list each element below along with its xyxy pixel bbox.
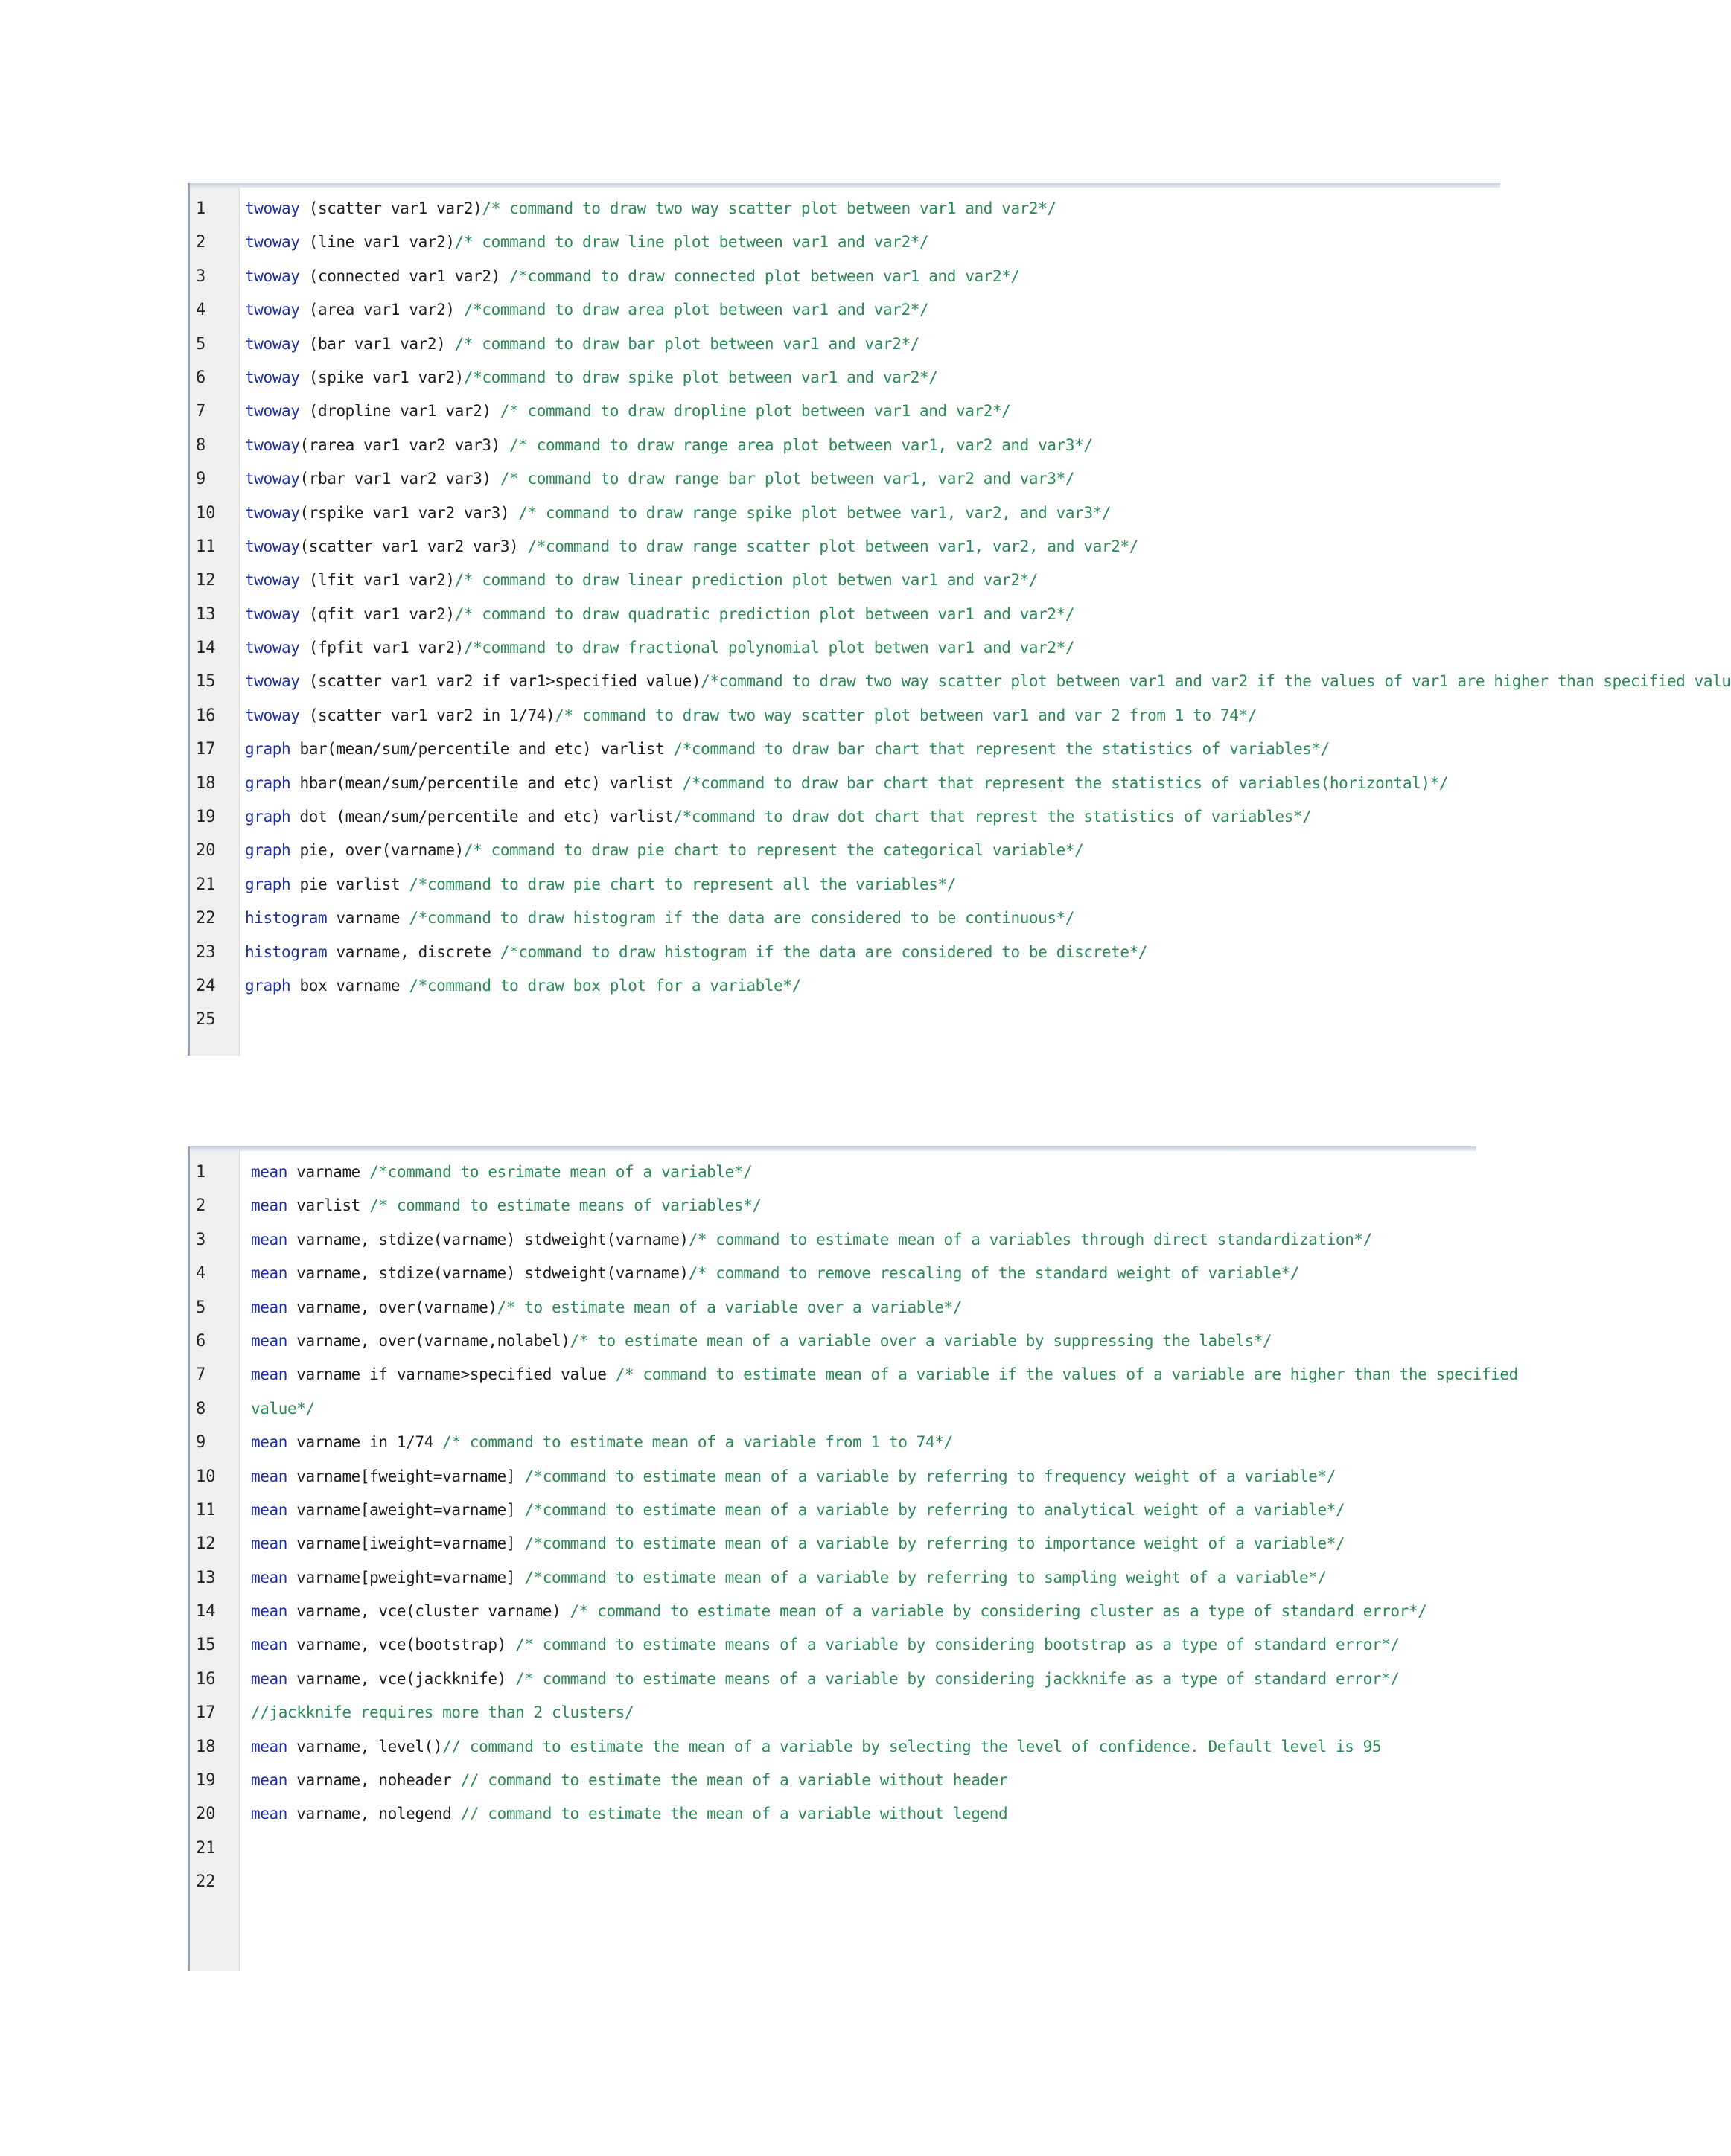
line-number: 5 [196,1298,206,1317]
code-text [251,1392,315,1426]
line-number: 5 [196,334,206,354]
code-comment: /* command to draw line plot between var1 and var2*/ [454,233,929,252]
code-line[interactable] [190,462,1500,496]
code-text [251,1561,1327,1595]
command-keyword: mean [251,1433,287,1452]
code-text [245,462,1074,496]
code-text [251,1189,762,1222]
code-line[interactable] [190,328,1500,361]
command-keyword: twoway [245,200,300,217]
code-comment: /*command to draw pie chart to represent all the variables*/ [409,875,956,893]
code-comment: // command to estimate the mean of a variable without legend [460,1805,1008,1823]
command-arguments: (qfit var1 var2) [299,605,455,623]
code-line[interactable] [190,598,1500,631]
line-number: 15 [196,672,216,692]
command-arguments: (line var1 var2) [299,233,455,252]
code-line[interactable] [190,1155,1476,1189]
command-arguments: varname, nolegend [287,1805,461,1823]
code-comment: /* command to estimate means of a variable by considering jackknife as a type of standard error*/ [515,1669,1400,1688]
command-keyword: twoway [245,605,300,623]
line-number: 6 [196,1331,206,1350]
command-arguments: varname, noheader [287,1771,461,1790]
command-keyword: mean [251,1805,287,1823]
command-arguments: varname, stdize(varname) stdweight(varname) [287,1230,689,1248]
code-comment: /* command to draw two way scatter plot between var1 and var2*/ [482,200,1056,217]
code-line[interactable] [190,1324,1476,1358]
command-arguments: varlist [287,1196,370,1215]
code-line[interactable] [190,429,1500,462]
code-comment: /* command to estimate mean of a variable from 1 to 74*/ [442,1433,953,1452]
code-line[interactable] [190,969,1500,1003]
command-arguments: (bar var1 var2) [299,334,455,353]
code-comment: /*command to draw bar chart that represent the statistics of variables(horizontal)*/ [682,774,1449,792]
command-arguments: (connected var1 var2) [299,267,510,285]
command-arguments: (dropline var1 var2) [299,402,500,421]
code-text [245,699,1257,733]
code-comment: /* command to draw range bar plot between var1, var2 and var3*/ [500,470,1075,488]
line-number: 20 [196,1805,216,1824]
command-keyword: graph [245,808,291,826]
command-keyword: mean [251,1196,287,1215]
command-arguments: varname, level() [287,1737,443,1755]
code-comment: /* command to estimate mean of a variable if the values of a variable are higher than the specified [615,1365,1518,1384]
code-text [245,598,1074,631]
line-number: 24 [196,976,216,995]
code-line[interactable] [190,1730,1476,1764]
code-text [251,1527,1345,1560]
command-arguments: varname [287,1163,370,1181]
code-text [251,1730,1381,1764]
do-file-editor-graphs[interactable] [188,183,1731,1056]
code-line[interactable] [190,1764,1476,1797]
command-arguments: varname[iweight=varname] [287,1534,525,1553]
code-comment: //jackknife requires more than 2 clusters/ [251,1703,634,1722]
command-keyword: mean [251,1163,287,1181]
code-comment: /*command to draw fractional polynomial plot betwen var1 and var2*/ [463,639,1075,657]
code-comment: /*command to estimate mean of a variable by referring to analytical weight of a variable*/ [524,1500,1345,1519]
code-comment: /* command to draw two way scatter plot between var1 and var 2 from 1 to 74*/ [555,706,1257,724]
line-number: 16 [196,706,216,725]
command-arguments: varname, over(varname) [287,1298,497,1316]
code-line[interactable] [190,1797,1476,1831]
line-number: 8 [196,436,206,455]
line-number: 9 [196,1433,206,1452]
command-arguments: (scatter var1 var2 in 1/74) [299,706,555,724]
line-number: 6 [196,368,206,387]
command-arguments: varname, over(varname,nolabel) [287,1331,570,1350]
code-text [251,1764,1007,1797]
code-comment: /* command to estimate means of a variable by considering bootstrap as a type of standard error*/ [515,1636,1400,1654]
command-arguments: (rspike var1 var2 var3) [299,503,519,522]
code-text [245,800,1311,834]
line-number: 13 [196,605,216,624]
line-number: 10 [196,503,216,523]
code-comment: /* command to remove rescaling of the standard weight of variable*/ [688,1264,1299,1283]
code-comment: /*command to draw dot chart that represt the statistics of variables*/ [673,808,1312,826]
code-comment: /*command to draw box plot for a variable*/ [409,976,801,995]
code-comment: /*command to draw spike plot between var1 and var2*/ [463,368,938,386]
command-keyword: twoway [245,233,300,252]
line-number: 13 [196,1568,216,1587]
line-number: 2 [196,233,206,252]
command-arguments: (area var1 var2) [299,301,464,319]
line-number: 17 [196,740,216,759]
line-number: 1 [196,200,206,218]
line-number: 11 [196,1500,216,1519]
code-line[interactable] [190,1426,1476,1459]
command-arguments: (scatter var1 var2) [299,200,482,217]
code-line[interactable] [190,868,1500,902]
command-keyword: twoway [245,639,300,657]
code-comment: /* command to draw bar plot between var1 and var2*/ [454,334,920,353]
command-arguments: pie varlist [290,875,409,893]
code-text [245,260,1020,293]
code-line[interactable] [190,395,1500,428]
command-arguments: varname[aweight=varname] [287,1500,525,1519]
line-number: 19 [196,1771,216,1790]
code-line[interactable] [190,1257,1476,1290]
code-text [251,1460,1336,1493]
code-text [251,1223,1372,1257]
code-text [245,497,1111,530]
command-keyword: graph [245,875,291,893]
code-line[interactable] [190,1595,1476,1628]
code-text [251,1696,634,1729]
code-line[interactable] [190,665,1731,698]
command-keyword: mean [251,1737,287,1755]
code-comment: /* command to draw range area plot between var1, var2 and var3*/ [509,436,1093,454]
code-line[interactable] [190,834,1500,867]
code-text [245,665,1731,698]
line-number: 7 [196,402,206,421]
command-keyword: twoway [245,706,300,724]
command-keyword: twoway [245,672,300,691]
command-arguments: hbar(mean/sum/percentile and etc) varlist [290,774,683,792]
code-line[interactable] [190,1662,1476,1696]
code-line[interactable] [190,1460,1476,1493]
code-line[interactable] [190,1291,1476,1324]
line-number: 21 [196,1838,216,1857]
command-arguments: varname[fweight=varname] [287,1467,525,1485]
code-comment: /* to estimate mean of a variable over a variable by suppressing the labels*/ [570,1331,1272,1350]
code-text [251,1257,1299,1290]
code-text [251,1426,953,1459]
command-keyword: mean [251,1331,287,1350]
code-comment: /*command to esrimate mean of a variable*/ [369,1163,753,1181]
code-text [245,395,1010,428]
command-arguments: (scatter var1 var2 var3) [299,537,528,555]
command-arguments: varname in 1/74 [287,1433,443,1452]
command-arguments: varname, discrete [327,943,500,961]
code-comment: /* command to estimate mean of a variable by considering cluster as a type of standard error*/ [570,1602,1427,1621]
code-text [245,868,956,902]
command-keyword: twoway [245,301,300,319]
code-comment: /*command to draw histogram if the data are considered to be discrete*/ [500,943,1148,961]
command-keyword: twoway [245,334,300,353]
line-number: 4 [196,301,206,320]
code-comment: /* command to estimate mean of a variables through direct standardization*/ [688,1230,1372,1248]
code-line[interactable] [190,293,1500,327]
command-keyword: mean [251,1534,287,1553]
command-arguments: varname, stdize(varname) stdweight(varname) [287,1264,689,1283]
command-keyword: twoway [245,436,300,454]
line-number: 2 [196,1196,206,1216]
command-keyword: mean [251,1298,287,1316]
code-comment: /* command to draw quadratic prediction plot between var1 and var2*/ [454,605,1075,623]
code-line[interactable] [190,192,1500,226]
command-arguments: (lfit var1 var2) [299,571,455,590]
code-line[interactable] [190,1561,1476,1595]
code-comment: /* to estimate mean of a variable over a variable*/ [497,1298,962,1316]
code-comment: /*command to draw connected plot between var1 and var2*/ [509,267,1020,285]
code-line[interactable] [190,1865,1476,1898]
code-text [245,834,1083,867]
code-text [245,969,801,1003]
command-keyword: histogram [245,909,328,928]
command-keyword: mean [251,1771,287,1790]
code-text [245,226,928,259]
command-arguments: varname, vce(bootstrap) [287,1636,516,1654]
command-arguments: (spike var1 var2) [299,368,464,386]
command-keyword: mean [251,1467,287,1485]
code-line[interactable] [190,1392,1476,1426]
command-arguments: varname[pweight=varname] [287,1568,525,1586]
code-line[interactable] [190,1696,1476,1729]
command-keyword: mean [251,1636,287,1654]
code-line[interactable] [190,1831,1476,1865]
command-keyword: mean [251,1230,287,1248]
command-arguments: (rbar var1 var2 var3) [299,470,500,488]
code-line[interactable] [190,226,1500,259]
line-number: 14 [196,639,216,658]
code-comment: // command to estimate the mean of a variable without header [460,1771,1008,1790]
command-keyword: graph [245,774,291,792]
code-line[interactable] [190,902,1500,935]
line-number: 8 [196,1399,206,1418]
line-number: 22 [196,1872,216,1892]
line-number: 7 [196,1365,206,1385]
code-text [245,530,1138,564]
code-line[interactable] [190,260,1500,293]
editor-top-border [190,1146,1476,1151]
line-number: 21 [196,875,216,894]
line-number: 3 [196,267,206,286]
line-number: 15 [196,1636,216,1655]
command-arguments: bar(mean/sum/percentile and etc) varlist [290,740,674,759]
code-text [251,1662,1400,1696]
code-comment: /*command to estimate mean of a variable by referring to importance weight of a variable*/ [524,1534,1345,1553]
command-keyword: mean [251,1568,287,1586]
code-lines [190,1155,1518,1899]
line-number: 12 [196,571,216,590]
code-line[interactable] [190,1223,1476,1257]
code-line[interactable] [190,936,1500,969]
code-text [245,936,1147,969]
command-keyword: twoway [245,571,300,590]
code-text [245,293,928,327]
code-line[interactable] [190,1628,1476,1662]
code-line[interactable] [190,1527,1476,1560]
code-line[interactable] [190,497,1500,530]
command-keyword: mean [251,1602,287,1621]
line-number: 20 [196,841,216,861]
code-comment: /*command to draw bar chart that represent the statistics of variables*/ [673,740,1330,759]
command-keyword: twoway [245,368,300,386]
line-number: 11 [196,537,216,556]
code-comment: /* command to draw pie chart to represent the categorical variable*/ [463,841,1084,860]
command-arguments: box varname [290,976,409,995]
code-text [251,1628,1400,1662]
code-line[interactable] [190,699,1500,733]
code-line[interactable] [190,631,1500,665]
line-number: 10 [196,1467,216,1486]
command-keyword: mean [251,1264,287,1283]
line-number: 17 [196,1703,216,1723]
line-number: 22 [196,909,216,928]
code-text [245,328,919,361]
command-arguments: (rarea var1 var2 var3) [299,436,510,454]
code-text [251,1358,1518,1391]
code-line[interactable] [190,564,1500,597]
command-keyword: histogram [245,943,328,961]
command-keyword: twoway [245,503,300,522]
command-keyword: mean [251,1500,287,1519]
code-comment: /*command to estimate mean of a variable by referring to sampling weight of a variable*/ [524,1568,1327,1586]
code-text [251,1595,1426,1628]
code-line[interactable] [190,1189,1476,1222]
code-text [245,429,1093,462]
line-number: 14 [196,1602,216,1621]
command-arguments: varname if varname>specified value [287,1365,616,1384]
code-lines [190,192,1731,1037]
command-keyword: graph [245,841,291,860]
line-number: 1 [196,1163,206,1181]
code-text [251,1324,1272,1358]
command-keyword: twoway [245,402,300,421]
command-arguments: varname [327,909,409,928]
code-text [251,1291,962,1324]
editor-top-border [190,183,1500,188]
command-arguments: varname, vce(jackknife) [287,1669,516,1688]
code-comment: /* command to draw linear prediction plot betwen var1 and var2*/ [454,571,1039,590]
code-text [251,1493,1345,1527]
command-keyword: graph [245,740,291,759]
code-comment: /*command to draw range scatter plot between var1, var2, and var2*/ [527,537,1138,555]
code-comment: /* command to estimate means of variables*/ [369,1196,762,1215]
code-line[interactable] [190,733,1500,766]
code-line[interactable] [190,767,1500,800]
command-keyword: twoway [245,537,300,555]
line-number: 4 [196,1264,206,1283]
code-line[interactable] [190,1493,1476,1527]
command-keyword: mean [251,1365,287,1384]
code-text [245,564,1038,597]
code-comment: /*command to estimate mean of a variable by referring to frequency weight of a variable*/ [524,1467,1336,1485]
code-text [245,631,1074,665]
code-line[interactable] [190,800,1500,834]
code-text [251,1155,752,1189]
command-arguments: varname, vce(cluster varname) [287,1602,570,1621]
code-line[interactable] [190,1003,1500,1036]
line-number: 18 [196,1737,216,1756]
code-text [245,733,1330,766]
command-arguments: (scatter var1 var2 if var1>specified value) [299,672,701,691]
command-arguments: dot (mean/sum/percentile and etc) varlist [290,808,674,826]
code-text [245,192,1056,226]
code-line[interactable] [190,1358,1518,1391]
code-text [245,361,938,395]
code-comment: /* command to draw dropline plot between var1 and var2*/ [500,402,1011,421]
code-comment: value*/ [251,1399,315,1417]
command-arguments: (fpfit var1 var2) [299,639,464,657]
code-text [251,1797,1007,1831]
command-arguments: pie, over(varname) [290,841,464,860]
command-keyword: mean [251,1669,287,1688]
line-number: 25 [196,1010,216,1030]
line-number: 16 [196,1669,216,1688]
line-number: 19 [196,808,216,827]
code-line[interactable] [190,361,1500,395]
line-number: 3 [196,1230,206,1249]
line-number: 23 [196,943,216,962]
line-number: 18 [196,774,216,793]
command-keyword: graph [245,976,291,995]
code-text [245,767,1448,800]
line-number: 12 [196,1534,216,1554]
code-comment: /*command to draw area plot between var1 and var2*/ [463,301,929,319]
code-line[interactable] [190,530,1500,564]
command-keyword: twoway [245,470,300,488]
do-file-editor-mean[interactable] [188,1146,1518,1971]
code-comment: /*command to draw histogram if the data are considered to be continuous*/ [409,909,1075,928]
code-comment: /* command to draw range spike plot betwee var1, var2, and var3*/ [518,503,1112,522]
code-text [245,902,1074,935]
line-number: 9 [196,470,206,489]
code-comment: /*command to draw two way scatter plot between var1 and var2 if the values of var1 are higher than specified valu [701,672,1731,691]
command-keyword: twoway [245,267,300,285]
code-comment: // command to estimate the mean of a variable by selecting the level of confidence. Default level is 95 [442,1737,1382,1755]
